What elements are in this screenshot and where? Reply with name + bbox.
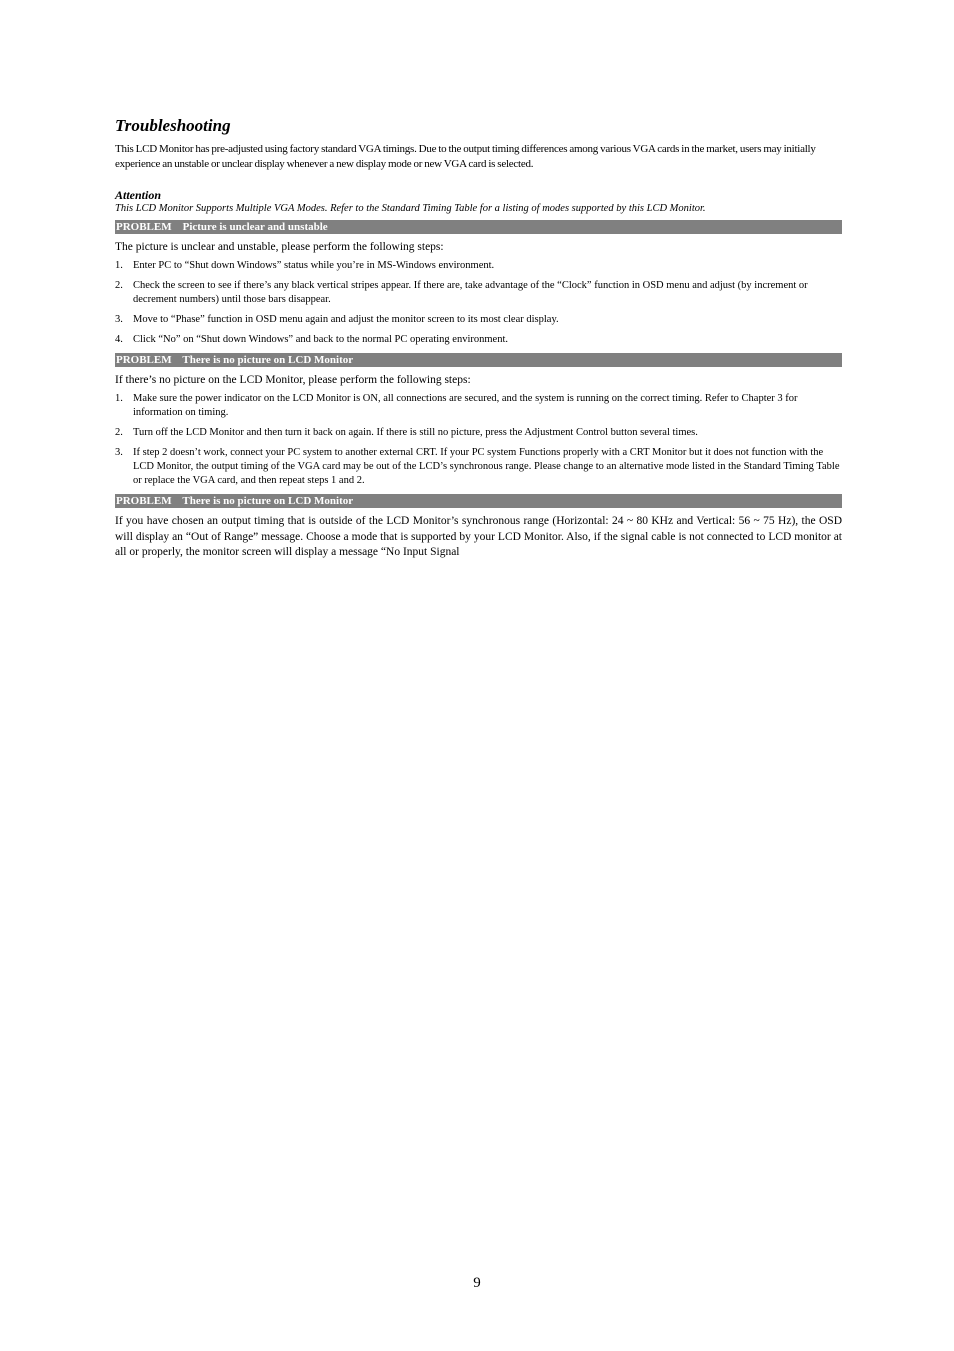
- intro-paragraph: This LCD Monitor has pre-adjusted using factory standard VGA timings. Due to the output timing differences among various VGA cards in the market, users may initially experience an unstable or unclear display whenever a new display mode or new VGA card is selected.: [115, 143, 816, 170]
- step-text: Click “No” on “Shut down Windows” and back to the normal PC operating environment.: [133, 334, 508, 345]
- step-text: Check the screen to see if there’s any black vertical stripes appear. If there are, take advantage of the “Clock” function in OSD menu and adjust (by increment or decrement numbers) until those bars disappear.: [133, 280, 808, 305]
- step-number: 1.: [115, 393, 123, 404]
- problem-1-steps: [115, 259, 842, 347]
- step-text: Move to “Phase” function in OSD menu again and adjust the monitor screen to its most clear display.: [133, 314, 559, 325]
- step-text: Make sure the power indicator on the LCD Monitor is ON, all connections are secured, and the system is running on the correct timing. Refer to Chapter 3 for information on timing.: [133, 393, 798, 418]
- attention-text: This LCD Monitor Supports Multiple VGA Modes. Refer to the Standard Timing Table for a listing of modes supported by this LCD Monitor.: [115, 203, 706, 214]
- problem-2-lead: If there’s no picture on the LCD Monitor, please perform the following steps:: [115, 374, 471, 386]
- problem-3-paragraph: If you have chosen an output timing that is outside of the LCD Monitor’s synchronous range (Horizontal: 24 ~ 80 KHz and Vertical: 56 ~ 75 Hz), the OSD will display an “Out of Range” message. Choose a mode that is supported by your LCD Monitor. Also, if the signal cable is not connected to LCD monitor at all or properly, the monitor screen will display a message “No Input Signal: [115, 515, 842, 558]
- list-item: [115, 446, 842, 488]
- problem-header-no-picture: PROBLEM There is no picture on LCD Monitor: [115, 353, 842, 367]
- page-title: Troubleshooting: [115, 116, 231, 135]
- problem-1-lead: The picture is unclear and unstable, please perform the following steps:: [115, 241, 444, 253]
- problem-header-out-of-range: PROBLEM There is no picture on LCD Monitor: [115, 494, 842, 508]
- step-text: Enter PC to “Shut down Windows” status while you’re in MS-Windows environment.: [133, 260, 495, 271]
- page-content: [115, 116, 842, 561]
- problem-2-steps: [115, 392, 842, 488]
- list-item: [115, 313, 842, 327]
- list-item: [115, 279, 842, 307]
- list-item: [115, 426, 842, 440]
- step-number: 4.: [115, 334, 123, 345]
- problem-header-unclear-picture: PROBLEM Picture is unclear and unstable: [115, 220, 842, 234]
- step-number: 2.: [115, 427, 123, 438]
- step-text: If step 2 doesn’t work, connect your PC system to another external CRT. If your PC system Functions properly with a CRT Monitor but it does not function with the LCD Monitor, the output timing of the VGA card may be out of the LCD’s synchronous range. Please change to an alternative mode listed in the Standard Timing Table or replace the VGA card, and then repeat steps 1 and 2.: [133, 447, 840, 486]
- step-text: Turn off the LCD Monitor and then turn it back on again. If there is still no picture, press the Adjustment Control button several times.: [133, 427, 698, 438]
- step-number: 1.: [115, 260, 123, 271]
- list-item: [115, 259, 842, 273]
- page-number: 9: [473, 1275, 481, 1291]
- list-item: [115, 333, 842, 347]
- list-item: [115, 392, 842, 420]
- step-number: 2.: [115, 280, 123, 291]
- step-number: 3.: [115, 447, 123, 458]
- step-number: 3.: [115, 314, 123, 325]
- attention-heading: Attention: [115, 188, 162, 202]
